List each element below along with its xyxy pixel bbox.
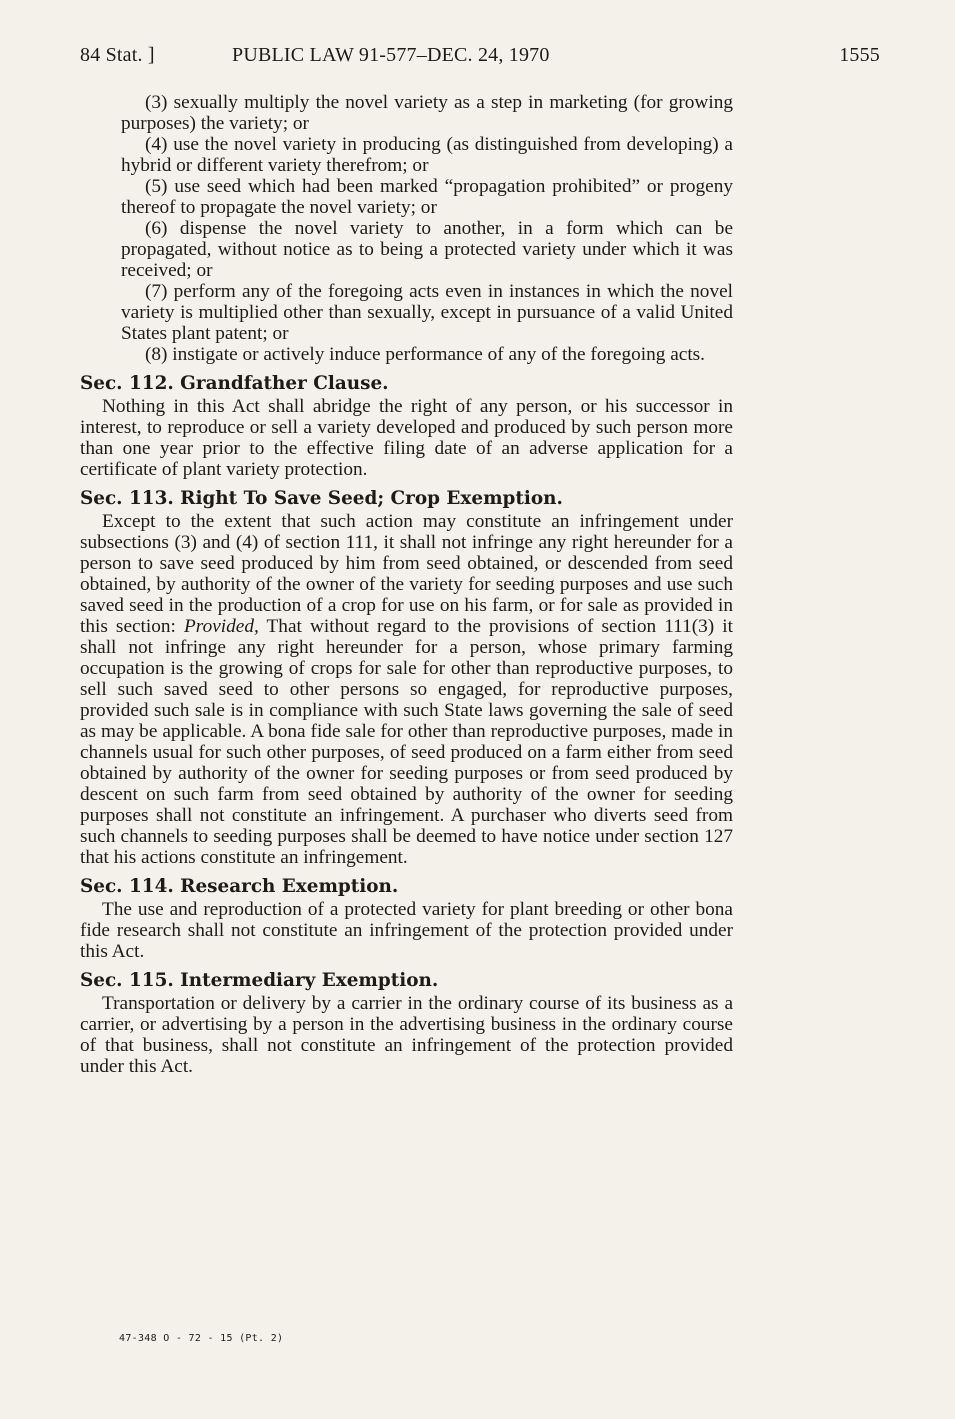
provided-clause: Provided, bbox=[184, 616, 259, 637]
section-112-heading: Sec. 112. Grandfather Clause. bbox=[80, 373, 389, 394]
list-item: (8) instigate or actively induce performance of any of the foregoing acts. bbox=[145, 344, 706, 365]
section-113-text bbox=[80, 511, 733, 868]
section-115-text: Transportation or delivery by a carrier in the ordinary course of its business as a carrier, or advertising by a person in the advertising business in the ordinary course of that business, shall not constitute an infringement of the protection provided under this Act. bbox=[80, 993, 733, 1077]
section-113-heading: Sec. 113. Right To Save Seed; Crop Exemption. bbox=[80, 488, 563, 509]
print-code: 47-348 O - 72 - 15 (Pt. 2) bbox=[119, 1333, 284, 1344]
list-item: (5) use seed which had been marked “propagation prohibited” or progeny thereof to propagate the novel variety; or bbox=[121, 176, 733, 218]
list-item: (7) perform any of the foregoing acts even in instances in which the novel variety is multiplied other than sexually, except in pursuance of a valid United States plant patent; or bbox=[121, 281, 733, 344]
section-115-heading: Sec. 115. Intermediary Exemption. bbox=[80, 970, 439, 991]
section-114-heading: Sec. 114. Research Exemption. bbox=[80, 876, 399, 897]
document-body bbox=[80, 92, 733, 1077]
section-113-text-b: That without regard to the provisions of section 111(3) it shall not infringe any right hereunder for a person, whose primary farming occupation is the growing of crops for sale for other than reproductive purposes, to sell such saved seed to other persons so engaged, for reproductive purposes, provided such sale is in compliance with such State laws governing the sale of seed as may be applicable. A bona fide sale for other than reproductive purposes, made in channels usual for such other purposes, of seed produced on a farm either from seed obtained by authority of the owner for seeding purposes or from seed produced by descent on such farm from seed obtained by authority of the owner for seeding purposes shall not constitute an infringement. A purchaser who diverts seed from such channels to seeding purposes shall be deemed to have notice under section 127 that his actions constitute an infringement. bbox=[80, 616, 733, 868]
section-114-text: The use and reproduction of a protected variety for plant breeding or other bona fide research shall not constitute an infringement of the protection provided under this Act. bbox=[80, 899, 733, 962]
list-item: (6) dispense the novel variety to another, in a form which can be propagated, without notice as to being a protected variety under which it was received; or bbox=[121, 218, 733, 281]
page-header bbox=[80, 44, 880, 72]
page-number: 1555 bbox=[839, 44, 880, 66]
list-item: (4) use the novel variety in producing (as distinguished from developing) a hybrid or different variety therefrom; or bbox=[121, 134, 733, 176]
list-item: (3) sexually multiply the novel variety as a step in marketing (for growing purposes) the variety; or bbox=[121, 92, 733, 134]
section-113-text-a: Except to the extent that such action may constitute an infringement under subsections (3) and (4) of section 111, it shall not infringe any right hereunder for a person to save seed produced by him from seed obtained, or descended from seed obtained, by authority of the owner of the variety for seeding purposes and use such saved seed in the production of a crop for use on his farm, or for sale as provided in this section: bbox=[80, 511, 733, 637]
section-112-text: Nothing in this Act shall abridge the right of any person, or his successor in interest, to reproduce or sell a variety developed and produced by such person more than one year prior to the effective filing date of an adverse application for a certificate of plant variety protection. bbox=[80, 396, 733, 480]
statute-reference: 84 Stat. ] bbox=[80, 44, 155, 66]
public-law-title: PUBLIC LAW 91-577–DEC. 24, 1970 bbox=[232, 44, 550, 66]
